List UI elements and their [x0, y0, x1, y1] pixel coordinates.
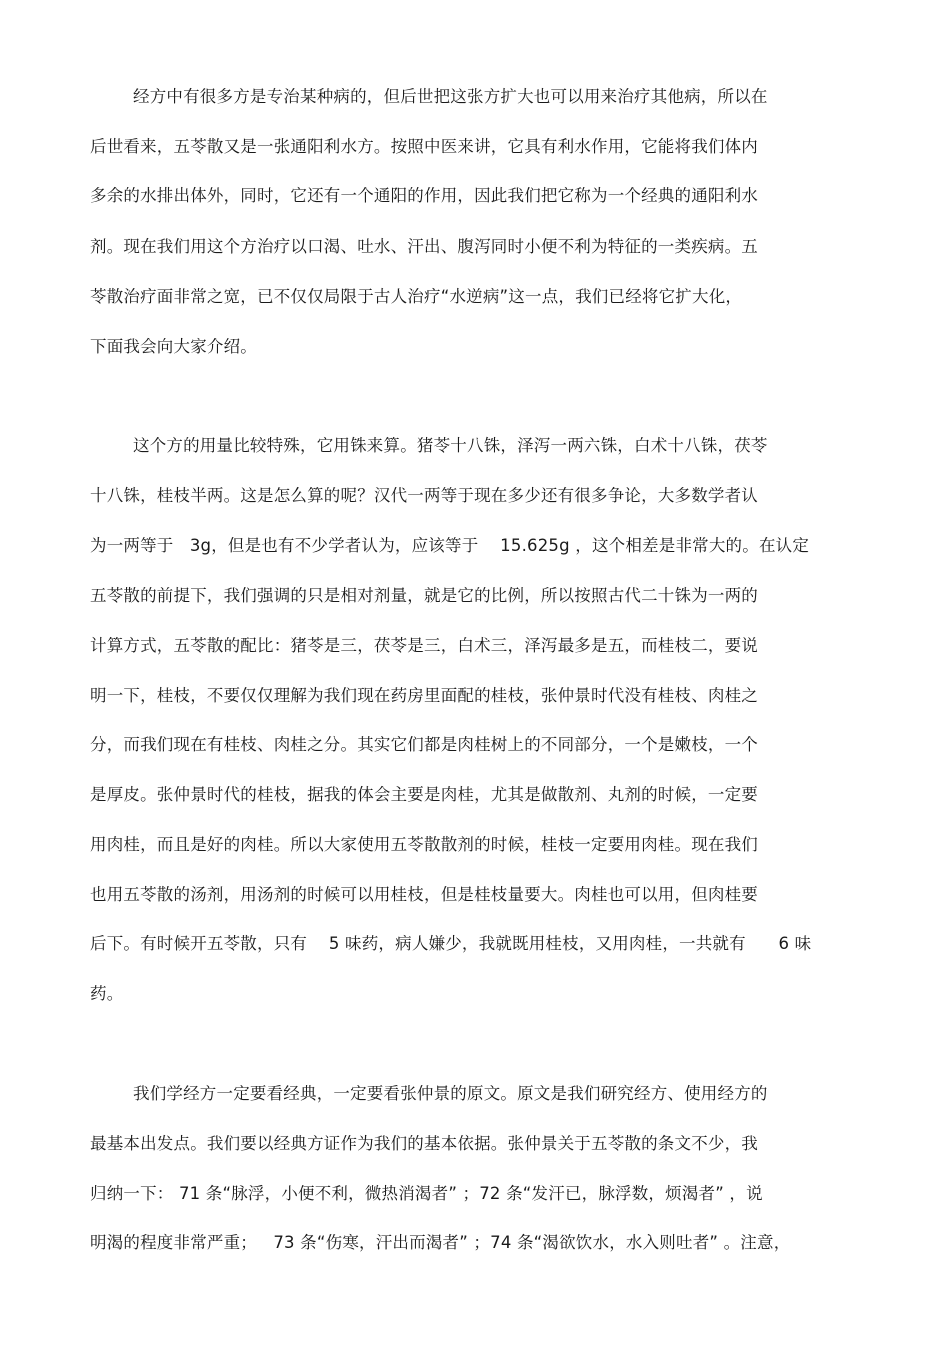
paragraph-3-line-4: 明渴的程度非常严重； 73 条“伤寒，汗出而渴者” ；74 条“渴欲饮水，水入则吐者” 。注意， [90, 1233, 791, 1252]
paragraph-2-line-12: 药。 [90, 984, 124, 1003]
paragraph-2-line-8: 是厚皮。张仲景时代的桂枝，据我的体会主要是肉桂，尤其是做散剂、丸剂的时候，一定要 [90, 785, 758, 804]
paragraph-2-line-10: 也用五苓散的汤剂，用汤剂的时候可以用桂枝，但是桂枝量要大。肉桂也可以用，但肉桂要 [90, 885, 758, 904]
paragraph-2-line-3: 为一两等于 3g，但是也有不少学者认为，应该等于 15.625g ，这个相差是非常大的。在认定 [90, 536, 810, 555]
paragraph-2-line-1: 这个方的用量比较特殊，它用铢来算。猪苓十八铢，泽泻一两六铢，白术十八铢，茯苓 [133, 436, 768, 455]
paragraph-1-line-5: 苓散治疗面非常之宽，已不仅仅局限于古人治疗“水逆病”这一点，我们已经将它扩大化， [90, 287, 743, 306]
paragraph-2-line-9: 用肉桂，而且是好的肉桂。所以大家使用五苓散散剂的时候，桂枝一定要用肉桂。现在我们 [90, 835, 758, 854]
paragraph-3-line-2: 最基本出发点。我们要以经典方证作为我们的基本依据。张仲景关于五苓散的条文不少，我 [90, 1134, 758, 1153]
paragraph-2-line-2: 十八铢，桂枝半两。这是怎么算的呢？汉代一两等于现在多少还有很多争论，大多数学者认 [90, 486, 758, 505]
paragraph-1-line-6: 下面我会向大家介绍。 [90, 337, 257, 356]
paragraph-1-line-3: 多余的水排出体外，同时，它还有一个通阳的作用，因此我们把它称为一个经典的通阳利水 [90, 186, 758, 205]
paragraph-2-line-4: 五苓散的前提下，我们强调的只是相对剂量，就是它的比例，所以按照古代二十铢为一两的 [90, 586, 758, 605]
paragraph-2-line-7: 分，而我们现在有桂枝、肉桂之分。其实它们都是肉桂树上的不同部分，一个是嫩枝，一个 [90, 735, 758, 754]
paragraph-1-line-2: 后世看来，五苓散又是一张通阳利水方。按照中医来讲，它具有利水作用，它能将我们体内 [90, 137, 758, 156]
paragraph-2-line-6: 明一下，桂枝，不要仅仅理解为我们现在药房里面配的桂枝，张仲景时代没有桂枝、肉桂之 [90, 686, 758, 705]
paragraph-3-line-1: 我们学经方一定要看经典，一定要看张仲景的原文。原文是我们研究经方、使用经方的 [133, 1084, 768, 1103]
paragraph-2-line-11: 后下。有时候开五苓散，只有 5 味药，病人嫌少，我就既用桂枝，又用肉桂，一共就有 6 味 [90, 934, 812, 953]
paragraph-1-line-4: 剂。现在我们用这个方治疗以口渴、吐水、汗出、腹泻同时小便不利为特征的一类疾病。五 [90, 237, 758, 256]
paragraph-3-line-3: 归纳一下： 71 条“脉浮，小便不利，微热消渴者” ；72 条“发汗已，脉浮数，烦渴者” ，说 [90, 1184, 763, 1203]
paragraph-2-line-5: 计算方式，五苓散的配比：猪苓是三，茯苓是三，白术三，泽泻最多是五，而桂枝二，要说 [90, 636, 758, 655]
paragraph-1-line-1: 经方中有很多方是专治某种病的，但后世把这张方扩大也可以用来治疗其他病，所以在 [133, 87, 768, 106]
